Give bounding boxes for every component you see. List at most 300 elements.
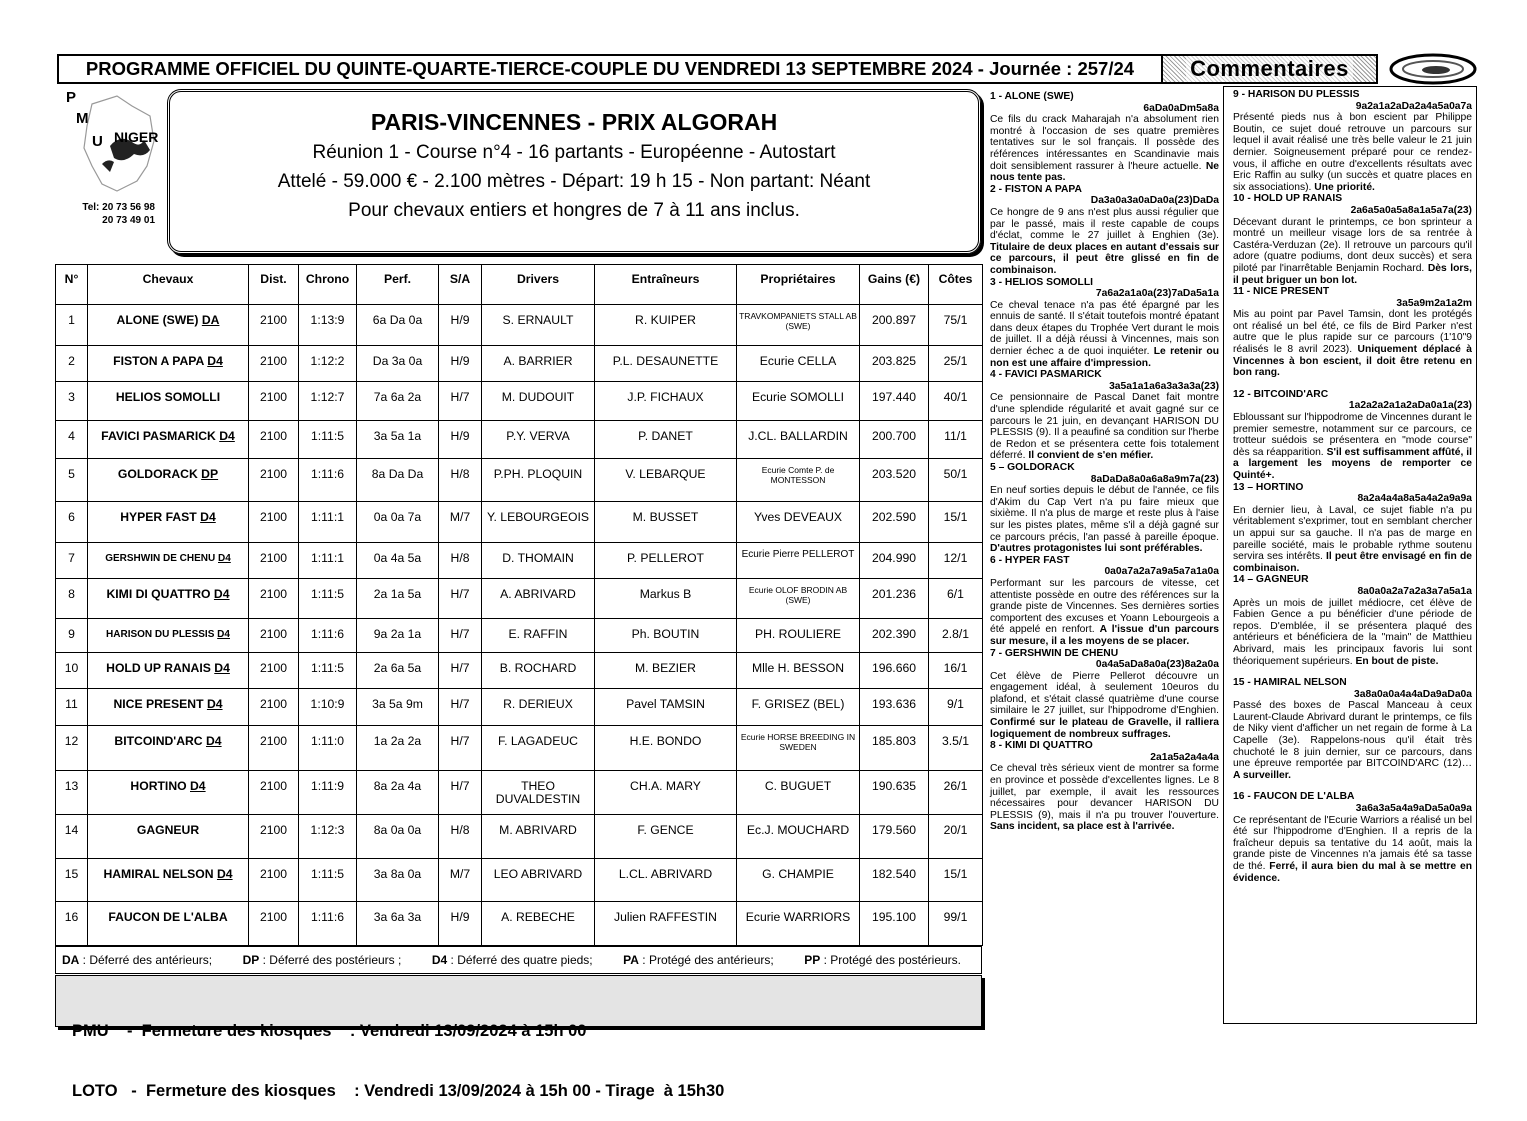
comment-entry bbox=[1233, 677, 1472, 781]
comment-title: 13 – HORTINO bbox=[1233, 481, 1304, 493]
performances: 3a 8a 0a bbox=[357, 858, 439, 902]
gains: 197.440 bbox=[860, 382, 929, 421]
gains: 179.560 bbox=[860, 815, 929, 859]
header-owner: Propriétaires bbox=[737, 265, 860, 305]
comment-text bbox=[1233, 412, 1472, 482]
race-info-box bbox=[167, 89, 981, 254]
gains: 203.825 bbox=[860, 345, 929, 382]
comment-title: 9 - HARISON DU PLESSIS bbox=[1233, 89, 1360, 100]
driver: M. DUDOUIT bbox=[482, 382, 595, 421]
header-driver: Drivers bbox=[482, 265, 595, 305]
comment-form-code: 6aDa0aDm5a8a bbox=[1143, 102, 1219, 114]
odds: 6/1 bbox=[929, 578, 983, 619]
trainer: J.P. FICHAUX bbox=[595, 382, 737, 421]
comment-text bbox=[1233, 700, 1472, 781]
performances: 9a 2a 1a bbox=[357, 619, 439, 652]
legend-item bbox=[432, 953, 593, 967]
horse-name bbox=[88, 420, 249, 459]
comment-body: Ce représentant de l'Ecurie Warriors a réalisé un bel été sur l'hippodrome d'Enghien. Il a repris de la fraîcheur depuis sa tentative du 14 août, mais la grande piste de Vincennes n'a jamais été sa tasse de thé. bbox=[1233, 814, 1472, 872]
sex-age: H/9 bbox=[439, 345, 482, 382]
gains: 193.636 bbox=[860, 689, 929, 726]
comment-entry bbox=[1233, 791, 1472, 884]
horse-name bbox=[88, 771, 249, 815]
race-line-2: Attelé - 59.000 € - 2.100 mètres - Départ: 19 h 15 - Non partant: Néant bbox=[277, 171, 871, 192]
comment-title: 1 - ALONE (SWE) bbox=[990, 91, 1074, 102]
gains: 200.897 bbox=[860, 305, 929, 346]
runner-number: 15 bbox=[56, 858, 88, 902]
trainer: P.L. DESAUNETTE bbox=[595, 345, 737, 382]
table-row bbox=[56, 771, 983, 815]
legend-code: PP bbox=[804, 953, 821, 967]
pmu-niger-logo-icon bbox=[62, 86, 162, 196]
comment-verdict: S'il est suffisamment affûté, il a largement les moyens de remporter ce Quinté+. bbox=[1233, 446, 1472, 481]
horse-name-text: NICE PRESENT bbox=[113, 697, 204, 712]
driver: S. ERNAULT bbox=[482, 305, 595, 346]
table-row bbox=[56, 345, 983, 382]
shoeing-code: D4 bbox=[206, 697, 223, 712]
comment-entry bbox=[1233, 574, 1472, 667]
header-gains: Gains (€) bbox=[860, 265, 929, 305]
header-horse: Chevaux bbox=[88, 265, 249, 305]
chrono: 1:11:5 bbox=[299, 578, 357, 619]
runner-number: 1 bbox=[56, 305, 88, 346]
comment-form-code: 9a2a1a2aDa2a4a5a0a7a bbox=[1355, 100, 1472, 112]
trainer: R. KUIPER bbox=[595, 305, 737, 346]
owner: Ecurie WARRIORS bbox=[737, 902, 860, 946]
comment-text bbox=[1233, 309, 1472, 379]
header-sa: S/A bbox=[439, 265, 482, 305]
performances: 7a 6a 2a bbox=[357, 382, 439, 421]
logo-letter-m: M bbox=[76, 110, 89, 127]
comment-text bbox=[990, 114, 1219, 184]
comment-body: Présenté pieds nus à bon escient par Philippe Boutin, ce sujet doué retrouve un parcours sur lequel il avait réalisé une très belle valeur le 21 juin dernier. Soigneusement préparé pour ce rendez-vous, il affiche en outre d'excellents résultats avec Eric Raffin au sulky (un succès et quatre places en six associations). bbox=[1233, 112, 1472, 193]
comment-body: Décevant durant le printemps, ce bon sprinteur a montré un meilleur visage lors de sa rentrée à Castéra-Verduzan (2e). Il retrouve un parcours qu'il adore (quatre podiums, dont deux succès) et sera piloté par l'inarrêtable Benjamin Rochard. bbox=[1233, 216, 1472, 274]
legend-item bbox=[804, 953, 961, 967]
header-dist: Dist. bbox=[249, 265, 299, 305]
horse-name bbox=[88, 578, 249, 619]
odds: 40/1 bbox=[929, 382, 983, 421]
horse-name bbox=[88, 652, 249, 689]
header-trainer: Entraîneurs bbox=[595, 265, 737, 305]
performances: 8a 0a 0a bbox=[357, 815, 439, 859]
table-row bbox=[56, 689, 983, 726]
legend-code: PA bbox=[623, 953, 639, 967]
comment-text bbox=[990, 300, 1219, 370]
horse-name-text: BITCOIND'ARC bbox=[114, 733, 203, 748]
comment-body: Performant sur les parcours de vitesse, cet attentiste possède en outre des références sur la grande piste de Vincennes. Ses dernières sorties comportent des excuses et Yoann Lebourgeois a été appelé en renfort. bbox=[990, 577, 1219, 636]
comment-verdict: Dès lors, il peut briguer un bon lot. bbox=[1233, 262, 1473, 286]
comment-entry bbox=[1233, 482, 1472, 575]
comment-title: 7 - GERSHWIN DE CHENU bbox=[990, 647, 1119, 659]
driver: P.PH. PLOQUIN bbox=[482, 459, 595, 502]
comment-form-code: Da3a0a3a0aDa0a(23)DaDa bbox=[1090, 195, 1219, 207]
legend-code: D4 bbox=[431, 953, 448, 967]
runner-number: 9 bbox=[56, 619, 88, 652]
runner-number: 4 bbox=[56, 420, 88, 459]
trainer: F. GENCE bbox=[595, 815, 737, 859]
comment-form-code: 3a5a9m2a1a2m bbox=[1396, 297, 1472, 309]
comment-form-code: 0a4a5aDa8a0a(23)8a2a0a bbox=[1095, 659, 1219, 671]
comment-title: 6 - HYPER FAST bbox=[990, 554, 1070, 566]
comment-body: Ce fils du crack Maharajah n'a absolument rien montré à l'occasion de ses quatre premières tentatives sur le sol français. Il possède des références intéressantes en Scandinavie mais doit sensiblement rassurer à l'heure actuelle. bbox=[990, 114, 1219, 172]
owner: TRAVKOMPANIETS STALL AB (SWE) bbox=[737, 305, 860, 346]
shoeing-code: DA bbox=[201, 313, 220, 327]
header-cote: Côtes bbox=[929, 265, 983, 305]
owner: Ecurie Pierre PELLEROT bbox=[737, 543, 860, 578]
runner-number: 3 bbox=[56, 382, 88, 421]
header-num: N° bbox=[56, 265, 88, 305]
comment-verdict: Il convient de s'en méfier. bbox=[1028, 450, 1154, 462]
owner: PH. ROULIERE bbox=[737, 619, 860, 652]
comment-body: Ce cheval très sérieux vient de montrer sa forme en province et possède d'excellentes lignes. Le 8 juillet, par exemple, il avait les ressources nécessaires pour devancer HARISON DU PLESSIS (9), mais il n'a pu trouver l'ouverture. bbox=[990, 763, 1219, 821]
horse-name-text: FAUCON DE L'ALBA bbox=[108, 910, 228, 925]
sex-age: M/7 bbox=[439, 858, 482, 902]
comment-text bbox=[1233, 505, 1472, 575]
sex-age: H/7 bbox=[439, 578, 482, 619]
horse-name-text: HORTINO bbox=[130, 779, 187, 794]
horse-name bbox=[88, 501, 249, 543]
comment-verdict: Titulaire de deux places en autant d'essais sur ce parcours, il peut être glissé en fin de combinaison. bbox=[990, 241, 1219, 276]
horse-name bbox=[88, 382, 249, 421]
logo-letter-p: P bbox=[66, 89, 77, 106]
horse-name bbox=[88, 459, 249, 502]
performances: 6a Da 0a bbox=[357, 305, 439, 346]
comment-form-code: 8aDaDa8a0a6a8a9m7a(23) bbox=[1090, 473, 1219, 485]
trainer: P. DANET bbox=[595, 420, 737, 459]
performances: Da 3a 0a bbox=[357, 345, 439, 382]
comment-text bbox=[990, 763, 1219, 833]
runner-number: 6 bbox=[56, 501, 88, 543]
horse-name-text: HELIOS SOMOLLI bbox=[115, 390, 221, 405]
comment-verdict: Ferré, il aura bien du mal à se mettre en évidence. bbox=[1233, 861, 1472, 884]
performances: 3a 6a 3a bbox=[357, 902, 439, 946]
table-header-row bbox=[56, 265, 983, 305]
chrono: 1:11:1 bbox=[299, 543, 357, 578]
distance: 2100 bbox=[249, 815, 299, 859]
legend-text: : Déferré des postérieurs ; bbox=[259, 953, 402, 967]
driver: M. ABRIVARD bbox=[482, 815, 595, 859]
horse-name-text: FISTON A PAPA bbox=[113, 353, 204, 368]
distance: 2100 bbox=[249, 420, 299, 459]
sex-age: H/9 bbox=[439, 902, 482, 946]
trainer: L.CL. ABRIVARD bbox=[595, 858, 737, 902]
comment-title: 5 – GOLDORACK bbox=[990, 462, 1075, 473]
table-row bbox=[56, 902, 983, 946]
odds: 15/1 bbox=[929, 501, 983, 543]
sex-age: H/7 bbox=[439, 652, 482, 689]
comment-body: Après un mois de juillet médiocre, cet élève de Fabien Gence a pu bénéficier d'une période de repos. D'emblée, il se présentera plaqué des antérieurs et bénéficiera de la "main" de Matthieu Abrivard, mais les principaux favoris lui sont théoriquement supérieurs. bbox=[1233, 597, 1472, 667]
odds: 11/1 bbox=[929, 420, 983, 459]
comment-verdict: Sans incident, sa place est à l'arrivée. bbox=[990, 821, 1175, 833]
horse-name-text: HOLD UP RANAIS bbox=[106, 660, 211, 675]
owner: Ecurie CELLA bbox=[737, 345, 860, 382]
comment-verdict: Ne nous tente pas. bbox=[990, 160, 1219, 184]
chrono: 1:11:5 bbox=[299, 420, 357, 459]
gains: 201.236 bbox=[860, 578, 929, 619]
legend-text: : Protégé des antérieurs; bbox=[638, 953, 774, 967]
comment-verdict: Uniquement déplacé à Vincennes à bon escient, il doit être retenu en bon rang. bbox=[1233, 344, 1472, 379]
tel-line-1: Tel: 20 73 56 98 bbox=[82, 202, 155, 213]
owner: Ecurie HORSE BREEDING IN SWEDEN bbox=[737, 725, 860, 771]
shoeing-code: D4 bbox=[213, 586, 230, 601]
gains: 202.590 bbox=[860, 501, 929, 543]
horse-name bbox=[88, 543, 249, 578]
legend-code: DP bbox=[242, 953, 260, 967]
horse-name bbox=[88, 725, 249, 771]
driver: B. ROCHARD bbox=[482, 652, 595, 689]
owner: Ecurie OLOF BRODIN AB (SWE) bbox=[737, 578, 860, 619]
distance: 2100 bbox=[249, 305, 299, 346]
table-row bbox=[56, 858, 983, 902]
owner: Ecurie Comte P. de MONTESSON bbox=[737, 459, 860, 502]
horse-name-text: KIMI DI QUATTRO bbox=[106, 586, 211, 601]
chrono: 1:12:7 bbox=[299, 382, 357, 421]
chrono: 1:12:3 bbox=[299, 815, 357, 859]
odds: 25/1 bbox=[929, 345, 983, 382]
race-line-3: Pour chevaux entiers et hongres de 7 à 11 ans inclus. bbox=[348, 200, 800, 221]
comment-entry bbox=[1233, 286, 1472, 379]
logo-letter-u: U bbox=[92, 133, 103, 150]
shoeing-code: D4 bbox=[216, 866, 233, 881]
shoeing-code: D4 bbox=[218, 553, 231, 565]
odds: 2.8/1 bbox=[929, 619, 983, 652]
odds: 12/1 bbox=[929, 543, 983, 578]
runner-number: 16 bbox=[56, 902, 88, 946]
chrono: 1:13:9 bbox=[299, 305, 357, 346]
shoeing-code: D4 bbox=[206, 733, 222, 748]
distance: 2100 bbox=[249, 725, 299, 771]
table-row bbox=[56, 420, 983, 459]
comment-verdict: D'autres protagonistes lui sont préférables. bbox=[990, 543, 1203, 555]
distance: 2100 bbox=[249, 858, 299, 902]
distance: 2100 bbox=[249, 619, 299, 652]
trainer: Julien RAFFESTIN bbox=[595, 902, 737, 946]
chrono: 1:12:2 bbox=[299, 345, 357, 382]
shoeing-code: D4 bbox=[200, 509, 216, 524]
distance: 2100 bbox=[249, 345, 299, 382]
shoeing-legend bbox=[55, 946, 982, 974]
driver: E. RAFFIN bbox=[482, 619, 595, 652]
legend-text: : Déferré des quatre pieds; bbox=[447, 953, 593, 967]
owner: Ecurie SOMOLLI bbox=[737, 382, 860, 421]
comment-text bbox=[1233, 217, 1472, 287]
odds: 50/1 bbox=[929, 459, 983, 502]
owner: C. BUGUET bbox=[737, 771, 860, 815]
sex-age: H/7 bbox=[439, 689, 482, 726]
comment-body: Passé des boxes de Pascal Manceau à ceux Laurent-Claude Abrivard durant le printemps, ce fils de Niky vient d'afficher un net regain de forme à La Capelle (3e). Rappelons-nous qu'il était très chuchoté le 8 juin dernier, sur ce parcours, dans une épreuve remportée par BITCOIND'ARC (12)… bbox=[1233, 700, 1472, 770]
legend-item bbox=[62, 953, 212, 967]
shoeing-code: D4 bbox=[214, 660, 230, 675]
odds: 3.5/1 bbox=[929, 725, 983, 771]
tel-line-2: 20 73 49 01 bbox=[102, 215, 155, 226]
gains: 195.100 bbox=[860, 902, 929, 946]
horse-name-text: GOLDORACK bbox=[117, 467, 198, 482]
comment-text bbox=[1233, 598, 1472, 668]
horse-name-text: HYPER FAST bbox=[120, 509, 197, 524]
driver: P.Y. VERVA bbox=[482, 420, 595, 459]
chrono: 1:11:9 bbox=[299, 771, 357, 815]
horse-name-text: HAMIRAL NELSON bbox=[103, 866, 214, 881]
comment-body: Ce pensionnaire de Pascal Danet fait montre d'une splendide régularité et avait gagné sur ce parcours le 21 juin, en devançant HARISON DU PLESSIS (9). Il a peaufiné sa condition sur l'herbe de Redon et se présentera cette fois totalement déferré. bbox=[990, 392, 1219, 462]
comment-title: 11 - NICE PRESENT bbox=[1233, 286, 1330, 298]
table-row bbox=[56, 543, 983, 578]
closing-pmu: PMU - Fermeture des kiosques : Vendredi 13/09/2024 à 15h 00 bbox=[72, 1022, 587, 1040]
comment-entry bbox=[990, 277, 1219, 370]
comment-entry bbox=[1233, 389, 1472, 482]
owner: J.CL. BALLARDIN bbox=[737, 420, 860, 459]
runner-number: 5 bbox=[56, 459, 88, 502]
shoeing-code: D4 bbox=[217, 629, 230, 641]
trainer: CH.A. MARY bbox=[595, 771, 737, 815]
trainer: Markus B bbox=[595, 578, 737, 619]
sex-age: H/7 bbox=[439, 382, 482, 421]
distance: 2100 bbox=[249, 771, 299, 815]
driver: LEO ABRIVARD bbox=[482, 858, 595, 902]
comment-entry bbox=[990, 555, 1219, 648]
comment-form-code: 8a0a0a2a7a2a3a7a5a1a bbox=[1357, 585, 1472, 597]
comment-form-code: 3a6a3a5a4a9aDa5a0a9a bbox=[1355, 803, 1472, 815]
driver: A. ABRIVARD bbox=[482, 578, 595, 619]
performances: 0a 4a 5a bbox=[357, 543, 439, 578]
distance: 2100 bbox=[249, 652, 299, 689]
distance: 2100 bbox=[249, 902, 299, 946]
chrono: 1:10:9 bbox=[299, 689, 357, 726]
table-row bbox=[56, 725, 983, 771]
shoeing-code: D4 bbox=[219, 428, 235, 443]
shoeing-code: D4 bbox=[190, 779, 206, 794]
odds: 20/1 bbox=[929, 815, 983, 859]
comment-body: En neuf sorties depuis le début de l'année, ce fils d'Akim du Cap Vert n'a pu faire mieux que sixième. Il n'a plus de marge et reste plus à l'aise sur les pistes plates, même s'il a déjà gagné sur ce parcours précis, l'an passé à pareille époque. bbox=[990, 485, 1219, 543]
gains: 202.390 bbox=[860, 619, 929, 652]
comment-entry bbox=[990, 184, 1219, 277]
horse-name bbox=[88, 345, 249, 382]
performances: 0a 0a 7a bbox=[357, 501, 439, 543]
comment-body: Ce cheval tenace n'a pas été épargné par les ennuis de santé. Il s'était toutefois montré épatant dans deux étapes du Trophée Vert durant le mois de juillet. Il a déjà réussi à Vincennes, mais son dernier échec a de quoi inquiéter. bbox=[990, 299, 1219, 358]
comment-entry bbox=[990, 369, 1219, 462]
comments-column-2 bbox=[1223, 86, 1477, 1024]
comment-body: Ebloussant sur l'hippodrome de Vincennes durant le premier semestre, notamment sur ce parcours, ce trotteur suédois se présentera en "mode course" dès sa réapparition. bbox=[1233, 412, 1472, 458]
horse-name bbox=[88, 902, 249, 946]
chrono: 1:11:5 bbox=[299, 858, 357, 902]
trainer: M. BUSSET bbox=[595, 501, 737, 543]
gains: 190.635 bbox=[860, 771, 929, 815]
comment-body: En dernier lieu, à Laval, ce sujet fiable n'a pu véritablement s'exprimer, tout en semblant chercher un appui sur sa gauche. Il n'a pas de marge en pareille société, mais le probable rythme soutenu servira ses intérêts. bbox=[1233, 504, 1472, 563]
race-line-1: Réunion 1 - Course n°4 - 16 partants - Européenne - Autostart bbox=[312, 142, 836, 163]
comment-entry bbox=[990, 648, 1219, 741]
odds: 75/1 bbox=[929, 305, 983, 346]
comment-title: 2 - FISTON A PAPA bbox=[990, 183, 1082, 195]
odds: 26/1 bbox=[929, 771, 983, 815]
owner: Yves DEVEAUX bbox=[737, 501, 860, 543]
horse-name bbox=[88, 689, 249, 726]
comment-form-code: 2a1a5a2a4a4a bbox=[1150, 751, 1219, 763]
legend-item bbox=[243, 953, 402, 967]
telephone-numbers bbox=[62, 201, 155, 227]
gains: 185.803 bbox=[860, 725, 929, 771]
runner-number: 11 bbox=[56, 689, 88, 726]
horse-name-text: FAVICI PASMARICK bbox=[101, 428, 216, 443]
driver: A. REBECHE bbox=[482, 902, 595, 946]
odds: 16/1 bbox=[929, 652, 983, 689]
distance: 2100 bbox=[249, 543, 299, 578]
chrono: 1:11:6 bbox=[299, 459, 357, 502]
table-row bbox=[56, 501, 983, 543]
comment-text bbox=[990, 671, 1219, 741]
comment-title: 3 - HELIOS SOMOLLI bbox=[990, 276, 1093, 288]
comment-entry bbox=[1233, 193, 1472, 286]
sex-age: H/9 bbox=[439, 305, 482, 346]
runner-number: 8 bbox=[56, 578, 88, 619]
comment-entry bbox=[1233, 89, 1472, 193]
chrono: 1:11:6 bbox=[299, 902, 357, 946]
closing-info bbox=[55, 975, 982, 1100]
chrono: 1:11:5 bbox=[299, 652, 357, 689]
driver: A. BARRIER bbox=[482, 345, 595, 382]
comment-title: 16 - FAUCON DE L'ALBA bbox=[1233, 791, 1355, 803]
comment-verdict: Confirmé sur le plateau de Gravelle, il ralliera logiquement de nombreux suffrages. bbox=[990, 717, 1219, 740]
comment-text bbox=[990, 485, 1219, 555]
comment-entry bbox=[990, 462, 1219, 555]
table-row bbox=[56, 815, 983, 859]
odds: 9/1 bbox=[929, 689, 983, 726]
horse-name-text: GERSHWIN DE CHENU bbox=[105, 553, 216, 565]
sex-age: H/8 bbox=[439, 815, 482, 859]
gains: 182.540 bbox=[860, 858, 929, 902]
comment-title: 12 - BITCOIND'ARC bbox=[1233, 388, 1329, 400]
sex-age: H/7 bbox=[439, 619, 482, 652]
programme-title: PROGRAMME OFFICIEL DU QUINTE-QUARTE-TIERCE-COUPLE DU VENDREDI 13 SEPTEMBRE 2024 - Journée : 257/24 bbox=[57, 54, 1163, 84]
gains: 196.660 bbox=[860, 652, 929, 689]
distance: 2100 bbox=[249, 459, 299, 502]
sex-age: H/7 bbox=[439, 725, 482, 771]
comment-text bbox=[990, 207, 1219, 277]
comment-text bbox=[1233, 815, 1472, 885]
legend-text: : Déferré des antérieurs; bbox=[79, 953, 213, 967]
gains: 203.520 bbox=[860, 459, 929, 502]
runners-table bbox=[55, 264, 983, 946]
horse-name bbox=[88, 815, 249, 859]
legend-item bbox=[623, 953, 774, 967]
comment-title: 4 - FAVICI PASMARICK bbox=[990, 369, 1102, 381]
performances: 3a 5a 9m bbox=[357, 689, 439, 726]
performances: 2a 1a 5a bbox=[357, 578, 439, 619]
driver: D. THOMAIN bbox=[482, 543, 595, 578]
table-row bbox=[56, 619, 983, 652]
owner: Ec.J. MOUCHARD bbox=[737, 815, 860, 859]
shoeing-code: DP bbox=[201, 467, 219, 482]
header-chrono: Chrono bbox=[299, 265, 357, 305]
trainer: V. LEBARQUE bbox=[595, 459, 737, 502]
performances: 2a 6a 5a bbox=[357, 652, 439, 689]
horse-name-text: HARISON DU PLESSIS bbox=[106, 629, 215, 641]
table-row bbox=[56, 305, 983, 346]
gains: 200.700 bbox=[860, 420, 929, 459]
comment-verdict: A l'issue d'un parcours sur mesure, il a les moyens de se placer. bbox=[990, 624, 1219, 647]
horse-name bbox=[88, 619, 249, 652]
comment-verdict: En bout de piste. bbox=[1355, 655, 1439, 667]
trainer: M. BEZIER bbox=[595, 652, 737, 689]
legend-text: : Protégé des postérieurs. bbox=[820, 953, 961, 967]
runner-number: 7 bbox=[56, 543, 88, 578]
comment-verdict: Le retenir ou non est une affaire d'impression. bbox=[990, 346, 1219, 369]
sex-age: H/8 bbox=[439, 543, 482, 578]
comments-column-1 bbox=[986, 86, 1222, 1024]
distance: 2100 bbox=[249, 501, 299, 543]
performances: 8a 2a 4a bbox=[357, 771, 439, 815]
runner-number: 10 bbox=[56, 652, 88, 689]
comment-title: 15 - HAMIRAL NELSON bbox=[1233, 677, 1347, 689]
runner-number: 14 bbox=[56, 815, 88, 859]
